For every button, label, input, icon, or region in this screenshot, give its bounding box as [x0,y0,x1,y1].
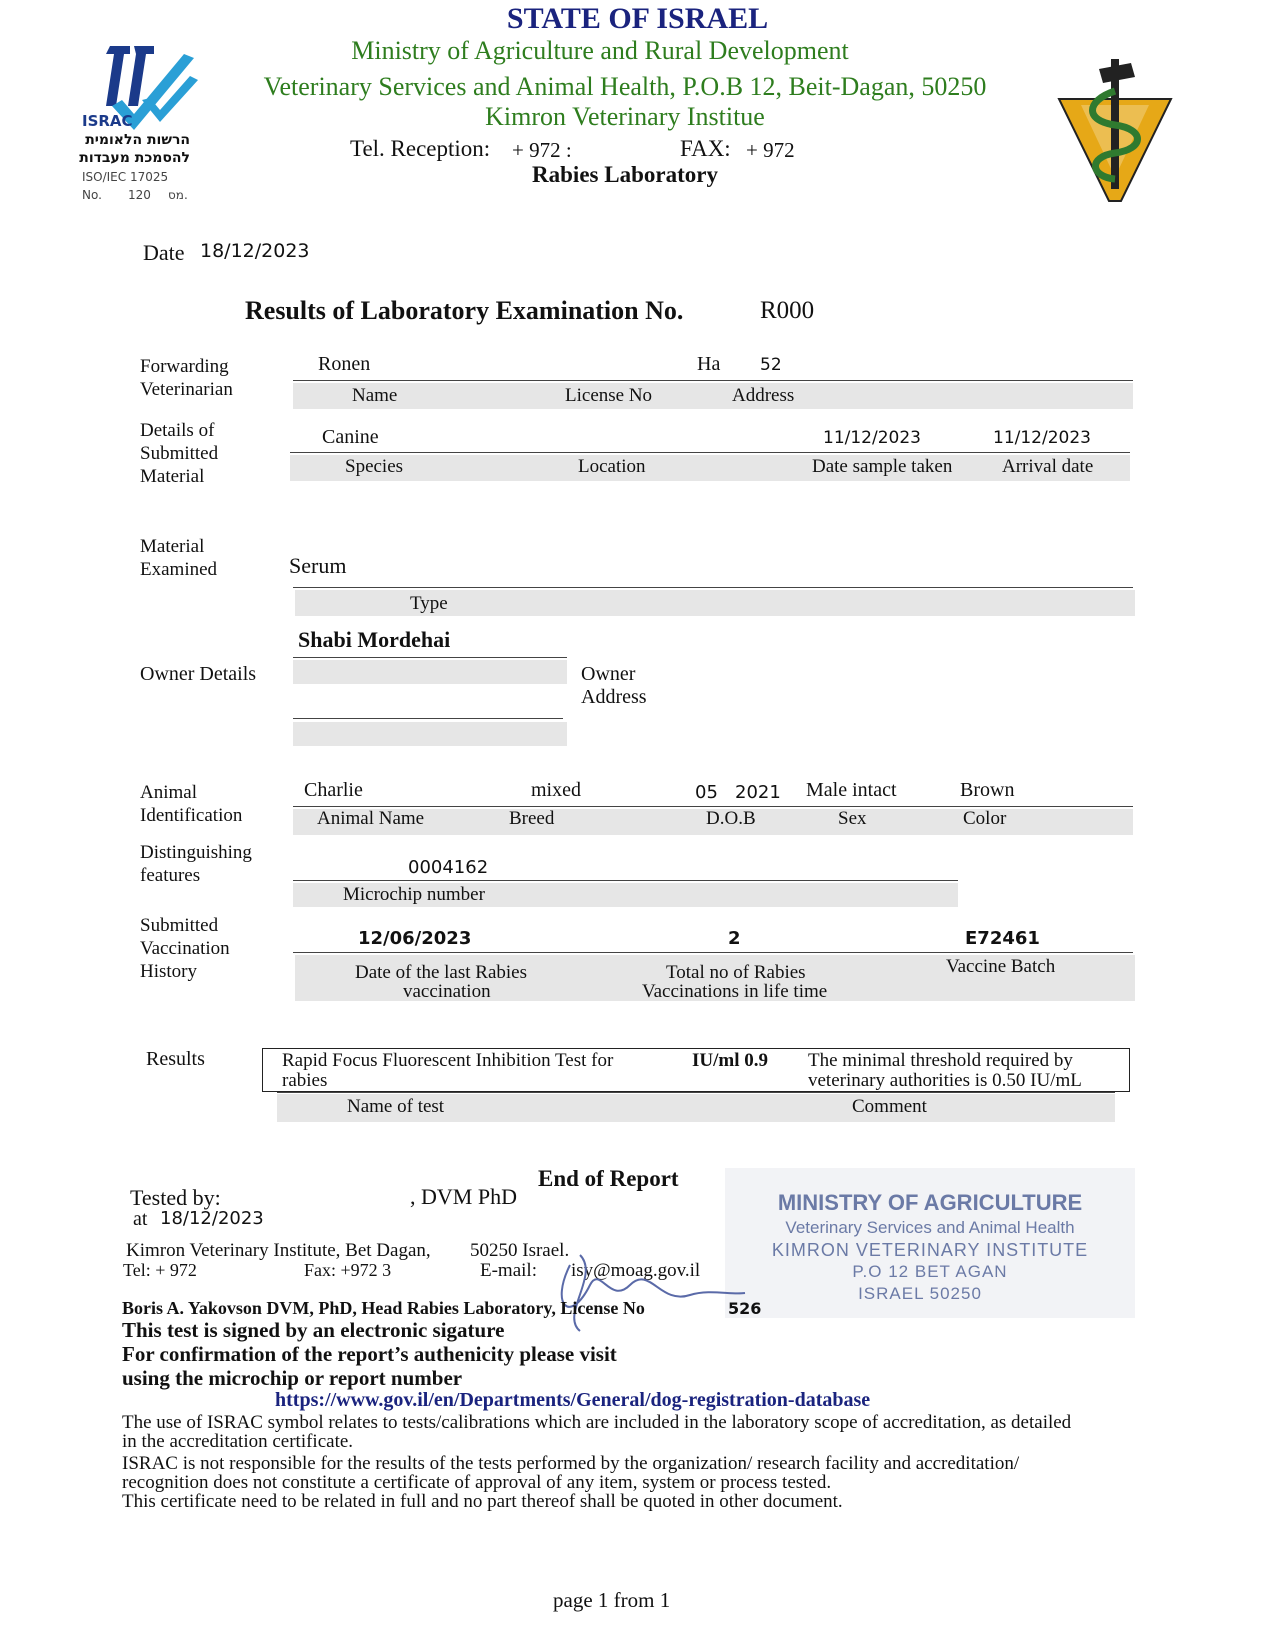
col-total-vaccinations-2: Vaccinations in life time [642,981,828,1002]
confirm-line-2: using the microchip or report number [122,1366,463,1390]
col-license: License No [565,385,653,406]
disclaimer-2: in the accreditation certificate. [122,1431,354,1452]
header-lab: Rabies Laboratory [532,162,718,187]
animal-name-value: Charlie [304,779,363,801]
dob-year-value: 2021 [735,782,781,803]
submitted-label-3: Material [140,466,205,487]
stamp-line-2: Veterinary Services and Animal Health [785,1218,1075,1237]
vet-name: Ronen [318,353,371,375]
material-line [293,587,1133,588]
microchip-value: 0004162 [408,857,489,878]
israc-no-hebrew: מס. [168,188,188,202]
signer-license: 526 [728,1299,762,1318]
results-label: Results [146,1048,205,1070]
header-tel-value: + 972 : [512,138,572,162]
animal-label-2: Identification [140,805,243,826]
submitted-label-2: Submitted [140,443,219,464]
col-comment: Comment [852,1096,927,1117]
esign-note: This test is signed by an electronic sigature [122,1318,505,1342]
tested-by-dvm: , DVM PhD [410,1184,517,1209]
vaccination-label-2: Vaccination [140,938,230,959]
israc-hebrew-2: להסמכת מעבדות [79,150,190,166]
israc-iso: ISO/IEC 17025 [82,170,169,184]
test-result-value: IU/ml 0.9 [692,1050,768,1071]
vaccine-batch: E72461 [965,928,1040,949]
israc-no-value: 120 [128,188,151,202]
at-date: 18/12/2023 [160,1208,264,1229]
footer-tel: Tel: + 972 [123,1260,197,1280]
footer-fax: Fax: +972 3 [304,1260,392,1280]
distinguishing-label-1: Distinguishing [140,842,252,863]
confirm-line-1: For confirmation of the report’s authenicity please visit [122,1342,617,1366]
footer-email-label: E-mail: [480,1260,537,1281]
disclaimer-3: ISRAC is not responsible for the results of the tests performed by the organization/ research facility and accreditation/ [122,1453,1020,1474]
col-sex: Sex [838,808,867,829]
microchip-line [293,880,958,881]
vaccination-label-1: Submitted [140,915,219,936]
comment-2: veterinary authorities is 0.50 IU/mL [808,1070,1082,1091]
owner-name-line [293,657,567,658]
header-institute: Kimron Veterinary Institue [485,102,765,131]
submitted-line [290,452,1130,453]
header-ministry: Ministry of Agriculture and Rural Development [351,36,849,65]
page-title: Results of Laboratory Examination No. [245,296,684,325]
stamp-line-3: KIMRON VETERINARY INSTITUTE [771,1240,1089,1260]
israc-hebrew-1: הרשות הלאומית [85,132,190,148]
last-vaccination-date: 12/06/2023 [358,928,472,949]
vet-address-number: 52 [760,355,782,375]
stamp-line-5: ISRAEL 50250 [858,1284,982,1303]
disclaimer-4: recognition does not constitute a certificate of approval of any item, system or process tested. [122,1472,832,1493]
forwarding-line [293,380,1133,381]
header-tel-label: Tel. Reception: [350,136,491,161]
comment-1: The minimal threshold required by [808,1050,1073,1071]
footer-email[interactable]: isy@moag.gov.il [571,1260,701,1281]
header-fax-value: + 972 [746,138,795,162]
col-type: Type [410,593,448,614]
forwarding-label-2: Veterinarian [140,379,233,400]
animal-label-1: Animal [140,782,197,803]
israc-name: ISRAC [82,112,133,130]
col-total-vaccinations-1: Total no of Rabies [666,962,806,983]
col-microchip: Microchip number [343,884,485,905]
distinguishing-label-2: features [140,865,201,886]
col-last-vaccination-2: vaccination [403,981,491,1002]
col-vaccine-batch: Vaccine Batch [946,956,1056,977]
material-type-value: Serum [289,553,347,578]
col-test-name: Name of test [347,1096,445,1117]
vaccination-line [293,952,1133,953]
owner-label: Owner Details [140,663,257,685]
arrival-date-value: 11/12/2023 [993,428,1091,448]
signer: Boris A. Yakovson DVM, PhD, Head Rabies Laboratory, License No [122,1298,645,1318]
page-number: page 1 from 1 [553,1588,671,1612]
signature-icon [540,1245,750,1335]
animal-line [293,806,1133,807]
owner-address-line [293,718,563,719]
date-label: Date [143,240,185,265]
vaccination-label-3: History [140,961,197,982]
col-species: Species [345,456,404,477]
registration-link[interactable]: https://www.gov.il/en/Departments/General/dog-registration-database [275,1389,871,1411]
col-date-taken: Date sample taken [812,456,953,477]
total-vaccinations: 2 [728,928,741,949]
col-dob: D.O.B [706,808,756,829]
col-animal-name: Animal Name [317,808,425,829]
date-value: 18/12/2023 [200,240,310,262]
header-state: STATE OF ISRAEL [506,2,769,35]
forwarding-label-1: Forwarding [140,356,229,377]
col-arrival: Arrival date [1002,456,1094,477]
disclaimer-5: This certificate need to be related in full and no part thereof shall be quoted in other document. [122,1491,843,1512]
col-breed: Breed [509,808,555,829]
israc-no-label: No. [82,188,102,202]
material-label-1: Material [140,536,205,557]
submitted-label-1: Details of [140,420,215,441]
owner-address-bar [293,722,567,746]
species-value: Canine [322,426,379,448]
test-name-1: Rapid Focus Fluorescent Inhibition Test for [282,1050,614,1071]
col-last-vaccination-1: Date of the last Rabies [355,962,528,983]
material-label-2: Examined [140,559,218,580]
test-name-2: rabies [282,1070,328,1091]
date-taken-value: 11/12/2023 [823,428,921,448]
sex-value: Male intact [806,779,897,801]
color-value: Brown [960,779,1015,801]
stamp-line-4: P.O 12 BET AGAN [852,1262,1008,1281]
col-color: Color [963,808,1007,829]
exam-number: R000 [760,297,815,324]
stamp-line-1: MINISTRY OF AGRICULTURE [777,1190,1083,1215]
institute-zip: 50250 Israel. [470,1240,570,1261]
col-location: Location [578,456,646,477]
owner-name-bar [293,660,567,684]
dob-month-value: 05 [695,782,718,803]
institute-address: Kimron Veterinary Institute, Bet Dagan, [126,1240,431,1261]
results-line [277,1092,1115,1093]
col-address: Address [732,385,795,406]
end-of-report: End of Report [538,1166,679,1191]
owner-address-label-1: Owner [581,663,636,685]
ministry-stamp [725,1168,1135,1318]
col-name: Name [352,385,398,406]
forwarding-header-bar [293,383,1133,409]
disclaimer-1: The use of ISRAC symbol relates to tests/calibrations which are included in the laboratory scope of accreditation, as detailed [122,1412,1072,1433]
breed-value: mixed [531,779,581,801]
header-services: Veterinary Services and Animal Health, P.O.B 12, Beit-Dagan, 50250 [263,72,987,101]
vet-address: Ha [697,353,721,375]
owner-address-label-2: Address [581,686,647,708]
owner-name: Shabi Mordehai [298,627,451,652]
header-fax-label: FAX: [680,136,731,161]
tested-by-label: Tested by: [130,1185,221,1210]
at-label: at [133,1208,148,1230]
